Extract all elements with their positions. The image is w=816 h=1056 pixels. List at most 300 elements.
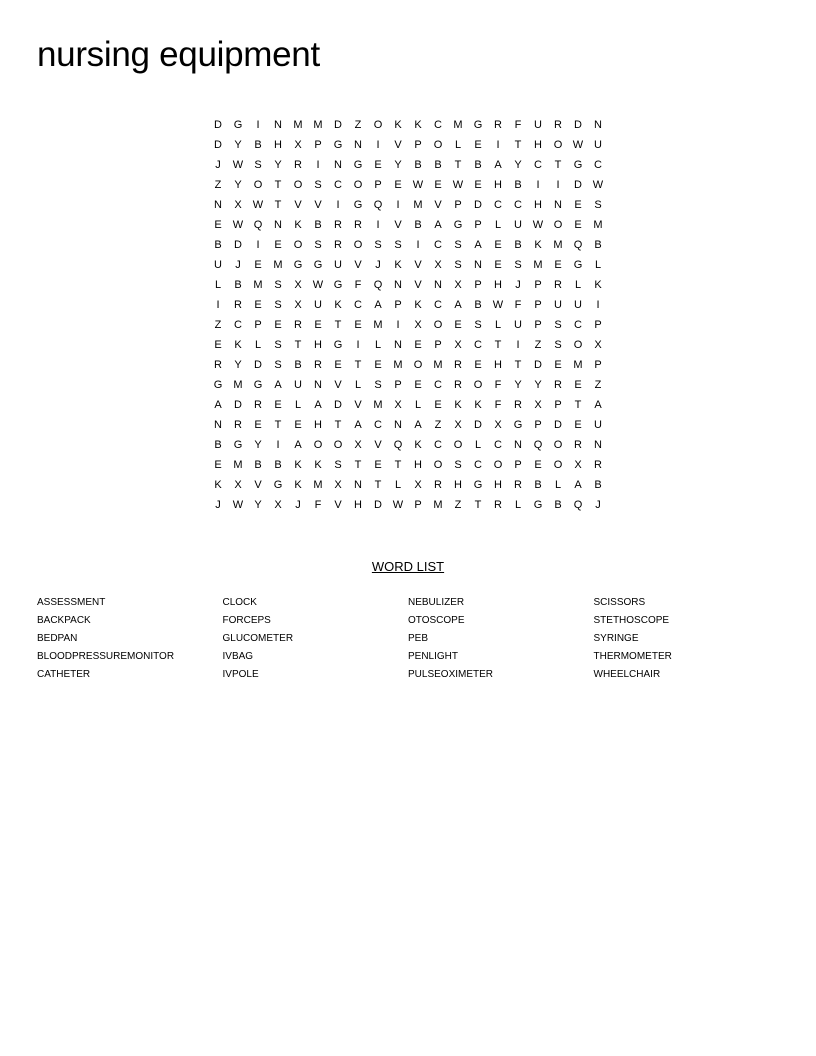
grid-letter: C bbox=[434, 439, 442, 451]
grid-letter: H bbox=[414, 459, 422, 471]
grid-letter: W bbox=[392, 499, 404, 511]
grid-letter: I bbox=[396, 199, 400, 211]
grid-letter: O bbox=[433, 319, 443, 331]
grid-letter: G bbox=[213, 379, 223, 391]
grid-letter: C bbox=[354, 299, 362, 311]
grid-letter: J bbox=[215, 159, 221, 171]
grid-letter: E bbox=[534, 459, 542, 471]
word-list-column bbox=[223, 594, 409, 684]
word-list-item: GLUCOMETER bbox=[222, 633, 294, 644]
grid-letter: M bbox=[593, 219, 603, 231]
grid-letter: S bbox=[374, 239, 382, 251]
grid-letter: V bbox=[334, 499, 342, 511]
grid-letter: Y bbox=[254, 439, 262, 451]
grid-letter: E bbox=[374, 359, 382, 371]
grid-letter: X bbox=[234, 479, 242, 491]
grid-letter: E bbox=[414, 339, 422, 351]
grid-letter: K bbox=[334, 299, 342, 311]
grid-letter: T bbox=[274, 419, 282, 431]
grid-row bbox=[208, 175, 608, 195]
grid-letter: O bbox=[293, 239, 303, 251]
grid-letter: E bbox=[474, 359, 482, 371]
grid-letter: E bbox=[354, 319, 362, 331]
grid-letter: X bbox=[354, 439, 362, 451]
grid-letter: C bbox=[474, 459, 482, 471]
grid-letter: B bbox=[294, 359, 302, 371]
grid-letter: W bbox=[592, 179, 604, 191]
grid-letter: M bbox=[573, 359, 583, 371]
grid-letter: I bbox=[216, 299, 220, 311]
grid-letter: O bbox=[353, 179, 363, 191]
grid-letter: S bbox=[594, 199, 602, 211]
grid-letter: D bbox=[534, 359, 542, 371]
grid-letter: Z bbox=[214, 179, 222, 191]
grid-letter: X bbox=[494, 419, 502, 431]
grid-letter: N bbox=[274, 119, 282, 131]
grid-letter: P bbox=[454, 199, 462, 211]
grid-letter: S bbox=[274, 359, 282, 371]
grid-letter: O bbox=[553, 439, 563, 451]
grid-letter: M bbox=[413, 199, 423, 211]
grid-letter: N bbox=[334, 159, 342, 171]
grid-letter: J bbox=[375, 259, 381, 271]
word-list-item: IVBAG bbox=[222, 651, 254, 662]
grid-letter: S bbox=[374, 379, 382, 391]
grid-letter: B bbox=[254, 459, 262, 471]
grid-letter: T bbox=[514, 359, 522, 371]
grid-letter: F bbox=[514, 119, 522, 131]
grid-letter: T bbox=[294, 339, 302, 351]
grid-letter: A bbox=[594, 399, 602, 411]
grid-letter: A bbox=[374, 299, 382, 311]
grid-letter: G bbox=[533, 499, 543, 511]
grid-letter: G bbox=[573, 159, 583, 171]
grid-letter: B bbox=[594, 479, 602, 491]
grid-letter: I bbox=[276, 439, 280, 451]
grid-letter: B bbox=[474, 299, 482, 311]
grid-letter: L bbox=[514, 499, 522, 511]
grid-letter: N bbox=[554, 199, 562, 211]
grid-letter: A bbox=[434, 219, 442, 231]
grid-letter: U bbox=[594, 139, 602, 151]
grid-letter: L bbox=[594, 259, 602, 271]
grid-letter: J bbox=[215, 499, 221, 511]
grid-letter: N bbox=[474, 259, 482, 271]
grid-letter: H bbox=[534, 139, 542, 151]
grid-letter: E bbox=[554, 359, 562, 371]
grid-letter: E bbox=[414, 379, 422, 391]
grid-letter: H bbox=[314, 339, 322, 351]
grid-letter: L bbox=[214, 279, 222, 291]
word-list-item: ASSESSMENT bbox=[37, 597, 106, 608]
grid-letter: Y bbox=[514, 379, 522, 391]
grid-letter: Q bbox=[253, 219, 263, 231]
grid-letter: W bbox=[232, 159, 244, 171]
grid-letter: B bbox=[554, 499, 562, 511]
grid-letter: H bbox=[494, 359, 502, 371]
grid-letter: Z bbox=[594, 379, 602, 391]
grid-row bbox=[208, 275, 608, 295]
grid-letter: N bbox=[394, 279, 402, 291]
grid-letter: T bbox=[554, 159, 562, 171]
grid-letter: U bbox=[554, 299, 562, 311]
grid-letter: U bbox=[574, 299, 582, 311]
grid-letter: H bbox=[454, 479, 462, 491]
grid-letter: M bbox=[533, 259, 543, 271]
grid-letter: Y bbox=[514, 159, 522, 171]
grid-letter: M bbox=[433, 499, 443, 511]
grid-letter: G bbox=[233, 439, 243, 451]
grid-letter: V bbox=[354, 399, 362, 411]
grid-letter: O bbox=[573, 339, 583, 351]
grid-letter: W bbox=[492, 299, 504, 311]
grid-letter: G bbox=[513, 419, 523, 431]
grid-letter: M bbox=[233, 379, 243, 391]
grid-letter: E bbox=[394, 179, 402, 191]
grid-letter: R bbox=[454, 359, 462, 371]
grid-letter: A bbox=[314, 399, 322, 411]
word-list-item: IVPOLE bbox=[222, 669, 259, 680]
grid-letter: M bbox=[373, 319, 383, 331]
grid-row bbox=[208, 335, 608, 355]
grid-letter: X bbox=[454, 279, 462, 291]
grid-letter: D bbox=[214, 119, 222, 131]
grid-letter: E bbox=[334, 359, 342, 371]
grid-letter: C bbox=[434, 239, 442, 251]
grid-letter: U bbox=[514, 219, 522, 231]
grid-letter: O bbox=[353, 239, 363, 251]
grid-letter: P bbox=[534, 299, 542, 311]
grid-letter: I bbox=[256, 239, 260, 251]
grid-letter: G bbox=[353, 199, 363, 211]
grid-letter: U bbox=[314, 299, 322, 311]
grid-letter: Z bbox=[354, 119, 362, 131]
grid-letter: X bbox=[334, 479, 342, 491]
grid-letter: W bbox=[312, 279, 324, 291]
grid-letter: V bbox=[414, 279, 422, 291]
grid-letter: W bbox=[232, 499, 244, 511]
grid-letter: K bbox=[414, 439, 422, 451]
grid-letter: P bbox=[394, 299, 402, 311]
grid-letter: S bbox=[314, 239, 322, 251]
grid-letter: G bbox=[353, 159, 363, 171]
word-search-grid bbox=[208, 115, 608, 515]
grid-letter: C bbox=[474, 339, 482, 351]
grid-row bbox=[208, 415, 608, 435]
grid-letter: O bbox=[553, 139, 563, 151]
grid-row bbox=[208, 295, 608, 315]
grid-letter: I bbox=[316, 159, 320, 171]
grid-letter: C bbox=[334, 179, 342, 191]
grid-letter: K bbox=[534, 239, 542, 251]
grid-letter: G bbox=[313, 259, 323, 271]
grid-letter: F bbox=[314, 499, 322, 511]
grid-letter: T bbox=[374, 479, 382, 491]
word-list-item: SYRINGE bbox=[593, 633, 639, 644]
grid-letter: X bbox=[594, 339, 602, 351]
grid-letter: S bbox=[474, 319, 482, 331]
grid-letter: I bbox=[376, 139, 380, 151]
grid-letter: E bbox=[374, 459, 382, 471]
grid-letter: N bbox=[274, 219, 282, 231]
grid-letter: Y bbox=[254, 499, 262, 511]
grid-letter: K bbox=[214, 479, 222, 491]
grid-letter: N bbox=[214, 199, 222, 211]
grid-letter: S bbox=[334, 459, 342, 471]
grid-letter: R bbox=[354, 219, 362, 231]
grid-letter: H bbox=[494, 279, 502, 291]
grid-letter: X bbox=[454, 339, 462, 351]
word-list-item: STETHOSCOPE bbox=[593, 615, 670, 626]
grid-letter: U bbox=[334, 259, 342, 271]
grid-letter: X bbox=[414, 319, 422, 331]
grid-letter: S bbox=[554, 319, 562, 331]
word-list-column bbox=[408, 594, 594, 684]
grid-letter: E bbox=[214, 219, 222, 231]
grid-letter: H bbox=[534, 199, 542, 211]
grid-letter: D bbox=[234, 399, 242, 411]
grid-letter: K bbox=[294, 459, 302, 471]
grid-letter: A bbox=[494, 159, 502, 171]
word-list-column bbox=[594, 594, 780, 684]
grid-letter: P bbox=[554, 399, 562, 411]
grid-letter: X bbox=[274, 499, 282, 511]
grid-letter: T bbox=[394, 459, 402, 471]
grid-letter: P bbox=[314, 139, 322, 151]
grid-row bbox=[208, 495, 608, 515]
word-list-item: THERMOMETER bbox=[593, 651, 672, 662]
grid-letter: G bbox=[273, 479, 283, 491]
grid-letter: P bbox=[594, 319, 602, 331]
grid-letter: B bbox=[534, 479, 542, 491]
grid-letter: M bbox=[553, 239, 563, 251]
grid-letter: N bbox=[314, 379, 322, 391]
grid-letter: E bbox=[254, 259, 262, 271]
grid-letter: Q bbox=[373, 199, 383, 211]
grid-letter: S bbox=[514, 259, 522, 271]
grid-letter: X bbox=[414, 479, 422, 491]
grid-letter: O bbox=[493, 459, 503, 471]
grid-letter: R bbox=[294, 319, 302, 331]
grid-letter: R bbox=[574, 439, 582, 451]
grid-letter: B bbox=[514, 239, 522, 251]
grid-letter: K bbox=[414, 119, 422, 131]
grid-letter: E bbox=[474, 179, 482, 191]
grid-letter: P bbox=[434, 339, 442, 351]
grid-row bbox=[208, 315, 608, 335]
grid-letter: U bbox=[534, 119, 542, 131]
grid-letter: X bbox=[294, 299, 302, 311]
grid-row bbox=[208, 195, 608, 215]
grid-letter: G bbox=[333, 339, 343, 351]
grid-letter: I bbox=[356, 339, 360, 351]
grid-letter: M bbox=[313, 119, 323, 131]
grid-letter: R bbox=[254, 399, 262, 411]
grid-letter: C bbox=[494, 199, 502, 211]
grid-letter: K bbox=[294, 219, 302, 231]
grid-letter: D bbox=[374, 499, 382, 511]
grid-letter: G bbox=[333, 139, 343, 151]
grid-letter: K bbox=[294, 479, 302, 491]
grid-letter: S bbox=[394, 239, 402, 251]
grid-letter: A bbox=[274, 379, 282, 391]
grid-letter: N bbox=[354, 479, 362, 491]
grid-letter: O bbox=[473, 379, 483, 391]
grid-letter: Y bbox=[234, 179, 242, 191]
grid-letter: E bbox=[494, 259, 502, 271]
grid-letter: X bbox=[434, 259, 442, 271]
grid-letter: C bbox=[534, 159, 542, 171]
grid-letter: P bbox=[514, 459, 522, 471]
grid-letter: D bbox=[474, 199, 482, 211]
grid-letter: E bbox=[314, 319, 322, 331]
grid-letter: P bbox=[254, 319, 262, 331]
grid-letter: P bbox=[534, 319, 542, 331]
grid-letter: Z bbox=[434, 419, 442, 431]
grid-letter: E bbox=[494, 239, 502, 251]
grid-letter: I bbox=[396, 319, 400, 331]
grid-letter: R bbox=[334, 219, 342, 231]
grid-letter: T bbox=[354, 359, 362, 371]
grid-letter: X bbox=[574, 459, 582, 471]
grid-letter: H bbox=[274, 139, 282, 151]
grid-letter: K bbox=[394, 119, 402, 131]
grid-row bbox=[208, 115, 608, 135]
grid-letter: Y bbox=[534, 379, 542, 391]
grid-letter: B bbox=[474, 159, 482, 171]
word-list-item: PEB bbox=[408, 633, 429, 644]
grid-letter: Q bbox=[573, 239, 583, 251]
grid-letter: M bbox=[273, 259, 283, 271]
grid-letter: P bbox=[474, 279, 482, 291]
grid-row bbox=[208, 375, 608, 395]
grid-letter: J bbox=[235, 259, 241, 271]
grid-letter: T bbox=[574, 399, 582, 411]
grid-letter: K bbox=[594, 279, 602, 291]
grid-letter: E bbox=[254, 299, 262, 311]
grid-letter: M bbox=[373, 399, 383, 411]
word-list-item: CATHETER bbox=[37, 669, 91, 680]
grid-letter: E bbox=[274, 319, 282, 331]
grid-letter: N bbox=[594, 439, 602, 451]
page-title: nursing equipment bbox=[37, 35, 320, 74]
grid-letter: G bbox=[233, 119, 243, 131]
grid-letter: G bbox=[253, 379, 263, 391]
grid-letter: L bbox=[494, 319, 502, 331]
grid-letter: K bbox=[474, 399, 482, 411]
grid-letter: Y bbox=[394, 159, 402, 171]
grid-letter: D bbox=[234, 239, 242, 251]
grid-letter: K bbox=[414, 299, 422, 311]
grid-letter: H bbox=[494, 179, 502, 191]
grid-letter: W bbox=[452, 179, 464, 191]
grid-letter: A bbox=[214, 399, 222, 411]
grid-letter: L bbox=[354, 379, 362, 391]
grid-letter: L bbox=[254, 339, 262, 351]
grid-letter: Y bbox=[234, 359, 242, 371]
grid-letter: B bbox=[214, 439, 222, 451]
word-list-heading: WORD LIST bbox=[371, 559, 445, 574]
grid-letter: D bbox=[474, 419, 482, 431]
grid-letter: L bbox=[494, 219, 502, 231]
grid-letter: M bbox=[253, 279, 263, 291]
grid-letter: B bbox=[594, 239, 602, 251]
grid-letter: I bbox=[496, 139, 500, 151]
grid-letter: C bbox=[434, 119, 442, 131]
grid-letter: W bbox=[532, 219, 544, 231]
word-list-item: FORCEPS bbox=[222, 615, 271, 626]
grid-letter: H bbox=[354, 499, 362, 511]
grid-letter: D bbox=[334, 119, 342, 131]
grid-letter: E bbox=[254, 419, 262, 431]
grid-letter: K bbox=[454, 399, 462, 411]
grid-letter: V bbox=[354, 259, 362, 271]
grid-letter: M bbox=[233, 459, 243, 471]
grid-row bbox=[208, 215, 608, 235]
grid-letter: O bbox=[453, 439, 463, 451]
grid-letter: E bbox=[374, 159, 382, 171]
grid-letter: L bbox=[454, 139, 462, 151]
grid-letter: B bbox=[514, 179, 522, 191]
grid-letter: X bbox=[454, 419, 462, 431]
grid-letter: E bbox=[574, 419, 582, 431]
grid-letter: B bbox=[274, 459, 282, 471]
grid-letter: T bbox=[474, 499, 482, 511]
grid-letter: W bbox=[232, 219, 244, 231]
grid-letter: F bbox=[514, 299, 522, 311]
word-list-item: NEBULIZER bbox=[408, 597, 465, 608]
grid-letter: X bbox=[394, 399, 402, 411]
grid-row bbox=[208, 475, 608, 495]
word-list bbox=[37, 594, 797, 684]
grid-letter: C bbox=[434, 379, 442, 391]
grid-letter: P bbox=[374, 179, 382, 191]
grid-letter: X bbox=[234, 199, 242, 211]
grid-letter: V bbox=[294, 199, 302, 211]
grid-letter: R bbox=[594, 459, 602, 471]
grid-letter: C bbox=[594, 159, 602, 171]
grid-letter: M bbox=[433, 359, 443, 371]
grid-letter: R bbox=[334, 239, 342, 251]
grid-letter: Y bbox=[234, 139, 242, 151]
grid-letter: M bbox=[293, 119, 303, 131]
grid-letter: X bbox=[294, 279, 302, 291]
grid-letter: T bbox=[454, 159, 462, 171]
grid-letter: D bbox=[574, 119, 582, 131]
grid-letter: C bbox=[494, 439, 502, 451]
grid-letter: R bbox=[234, 419, 242, 431]
grid-letter: R bbox=[554, 379, 562, 391]
grid-letter: V bbox=[254, 479, 262, 491]
grid-letter: G bbox=[473, 119, 483, 131]
grid-letter: U bbox=[294, 379, 302, 391]
grid-letter: A bbox=[354, 419, 362, 431]
grid-letter: W bbox=[412, 179, 424, 191]
grid-letter: S bbox=[554, 339, 562, 351]
grid-letter: P bbox=[474, 219, 482, 231]
grid-letter: L bbox=[294, 399, 302, 411]
grid-letter: L bbox=[474, 439, 482, 451]
grid-letter: M bbox=[393, 359, 403, 371]
grid-letter: I bbox=[516, 339, 520, 351]
grid-letter: K bbox=[314, 459, 322, 471]
grid-letter: L bbox=[394, 479, 402, 491]
grid-letter: I bbox=[536, 179, 540, 191]
grid-letter: S bbox=[274, 279, 282, 291]
grid-letter: R bbox=[294, 159, 302, 171]
word-list-item: SCISSORS bbox=[593, 597, 646, 608]
grid-letter: D bbox=[214, 139, 222, 151]
